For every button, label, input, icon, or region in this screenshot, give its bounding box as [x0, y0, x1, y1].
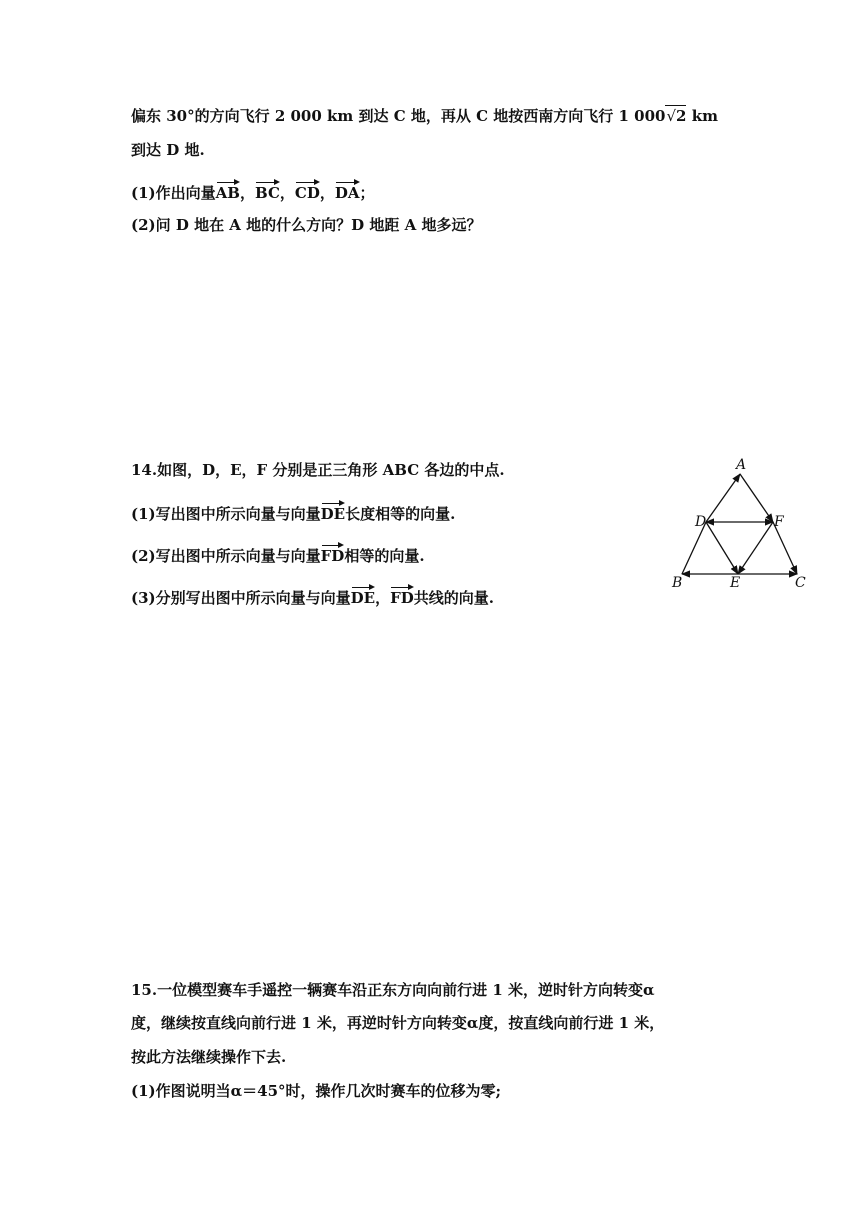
separator: ，	[279, 184, 295, 202]
vector-fd: FD	[321, 544, 345, 566]
vector-a-to-f	[740, 474, 773, 522]
p15-line2: 度，继续按直线向前行进 1 米，再逆时针方向转变α度，按直线向前行进 1 米，	[131, 1014, 665, 1032]
p15-line3: 按此方法继续操作下去.	[131, 1048, 287, 1066]
p15-q1: (1)作图说明当α＝45°时，操作几次时赛车的位移为零;	[131, 1082, 502, 1100]
p14-q3	[131, 586, 494, 608]
sqrt-2	[665, 105, 686, 126]
label-e: E	[730, 575, 741, 591]
vector-cd: CD	[295, 181, 320, 203]
vector-de: DE	[351, 586, 375, 608]
triangle-figure	[668, 455, 813, 595]
p14-q2-prefix: (2)写出图中所示向量与向量	[131, 547, 321, 565]
p14-q3-suffix: 共线的向量.	[413, 589, 495, 607]
vector-de: DE	[321, 502, 345, 524]
p14-stem: 14.如图，D，E，F 分别是正三角形 ABC 各边的中点.	[131, 461, 505, 479]
label-c: C	[795, 575, 806, 591]
label-d: D	[695, 514, 707, 530]
vector-da: DA	[335, 181, 360, 203]
vector-f-to-e	[738, 522, 773, 574]
p13-q1	[131, 181, 375, 203]
sqrt-arg: 2	[676, 107, 687, 125]
sqrt-sign: √	[666, 107, 677, 125]
p14-q1	[131, 502, 455, 524]
separator: ，	[375, 589, 391, 607]
p13-line1	[131, 105, 718, 126]
p14-q2-suffix: 相等的向量.	[344, 547, 425, 565]
p13-q2: (2)问 D 地在 A 地的什么方向？D 地距 A 地多远？	[131, 216, 482, 234]
vector-d-to-e	[706, 522, 738, 574]
vector-ab: AB	[216, 181, 240, 203]
label-b: B	[672, 575, 683, 591]
separator: ，	[319, 184, 335, 202]
vector-d-to-a	[706, 474, 740, 522]
q1-end: ；	[359, 184, 375, 202]
p13-q1-prefix: (1)作出向量	[131, 184, 216, 202]
vector-bc: BC	[255, 181, 280, 203]
vector-fd: FD	[390, 586, 414, 608]
separator: ，	[239, 184, 255, 202]
p14-q1-prefix: (1)写出图中所示向量与向量	[131, 505, 321, 523]
p13-line2: 到达 D 地.	[131, 141, 205, 159]
p14-q2	[131, 544, 425, 566]
label-f: F	[774, 514, 784, 530]
label-a: A	[736, 457, 747, 473]
p14-q3-prefix: (3)分别写出图中所示向量与向量	[131, 589, 351, 607]
p15-line1: 15.一位模型赛车手遥控一辆赛车沿正东方向向前行进 1 米，逆时针方向转变α	[131, 981, 655, 999]
p14-q1-suffix: 长度相等的向量.	[345, 505, 456, 523]
p13-line1-text: 偏东 30°的方向飞行 2 000 km 到达 C 地，再从 C 地按西南方向飞行 1 000	[131, 107, 666, 125]
p13-line1-unit: km	[686, 107, 718, 125]
